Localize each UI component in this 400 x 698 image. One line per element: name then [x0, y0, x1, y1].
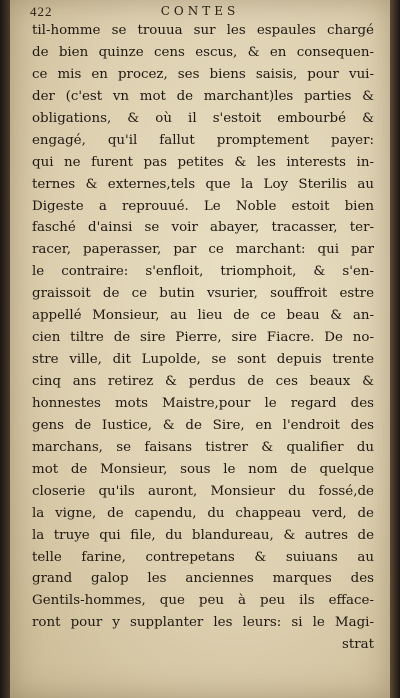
text-line: grand galop les anciennes marques des — [32, 571, 374, 587]
text-line: de bien quinze cens escus, & en consequen- — [32, 44, 374, 60]
text-body — [32, 20, 374, 656]
text-line: mot de Monsieur, sous le nom de quelque — [32, 461, 374, 477]
text-line: obligations, & où il s'estoit embourbé & — [32, 110, 374, 126]
text-line: Gentils-hommes, que peu à peu ils efface- — [32, 593, 374, 609]
text-line: gens de Iustice, & de Sire, en l'endroit des — [32, 417, 374, 433]
text-line: til-homme se trouua sur les espaules chargé — [32, 23, 374, 38]
text-line: qui ne furent pas petites & les interests in- — [32, 154, 374, 170]
text-line: stre ville, dit Lupolde, se sont depuis trente — [32, 352, 374, 368]
catchword: strat — [341, 637, 374, 653]
page-number: 422 — [30, 4, 53, 19]
text-line: cien tiltre de sire Pierre, sire Fiacre. De no- — [32, 330, 374, 346]
text-line: marchans, se faisans tistrer & qualifier du — [32, 439, 374, 455]
text-line: appellé Monsieur, au lieu de ce beau & an- — [32, 308, 374, 324]
text-line: engagé, qu'il fallut promptement payer: — [32, 132, 374, 148]
text-line: telle farine, contrepetans & suiuans au — [32, 549, 374, 565]
text-line: Digeste a reprouué. Le Noble estoit bien — [32, 198, 374, 214]
text-line: der (c'est vn mot de marchant)les parties & — [32, 88, 374, 104]
text-line: closerie qu'ils auront, Monsieur du fossé,de — [32, 483, 374, 499]
book-page — [10, 0, 390, 698]
running-head: CONTES — [160, 4, 240, 18]
text-line: la vigne, de capendu, du chappeau verd, de — [32, 505, 374, 521]
text-line: graissoit de ce butin vsurier, souffroit estre — [32, 286, 374, 302]
text-line: cinq ans retirez & perdus de ces beaux & — [32, 374, 374, 389]
text-line: le contraire: s'enfloit, triomphoit, & s'en- — [32, 264, 374, 280]
text-line: ce mis en procez, ses biens saisis, pour vui- — [32, 66, 374, 82]
text-line: fasché d'ainsi se voir abayer, tracasser, ter- — [32, 220, 374, 236]
text-line: ternes & externes,tels que la Loy Sterilis au — [32, 176, 374, 192]
book-gutter-left — [0, 0, 10, 698]
text-line: honnestes mots Maistre,pour le regard des — [32, 395, 374, 411]
text-line: la truye qui file, du blandureau, & autres de — [32, 527, 374, 543]
book-edge-right — [390, 0, 400, 698]
text-line: racer, paperasser, par ce marchant: qui par — [32, 242, 374, 258]
text-line: ront pour y supplanter les leurs: si le Magi- — [32, 615, 374, 631]
